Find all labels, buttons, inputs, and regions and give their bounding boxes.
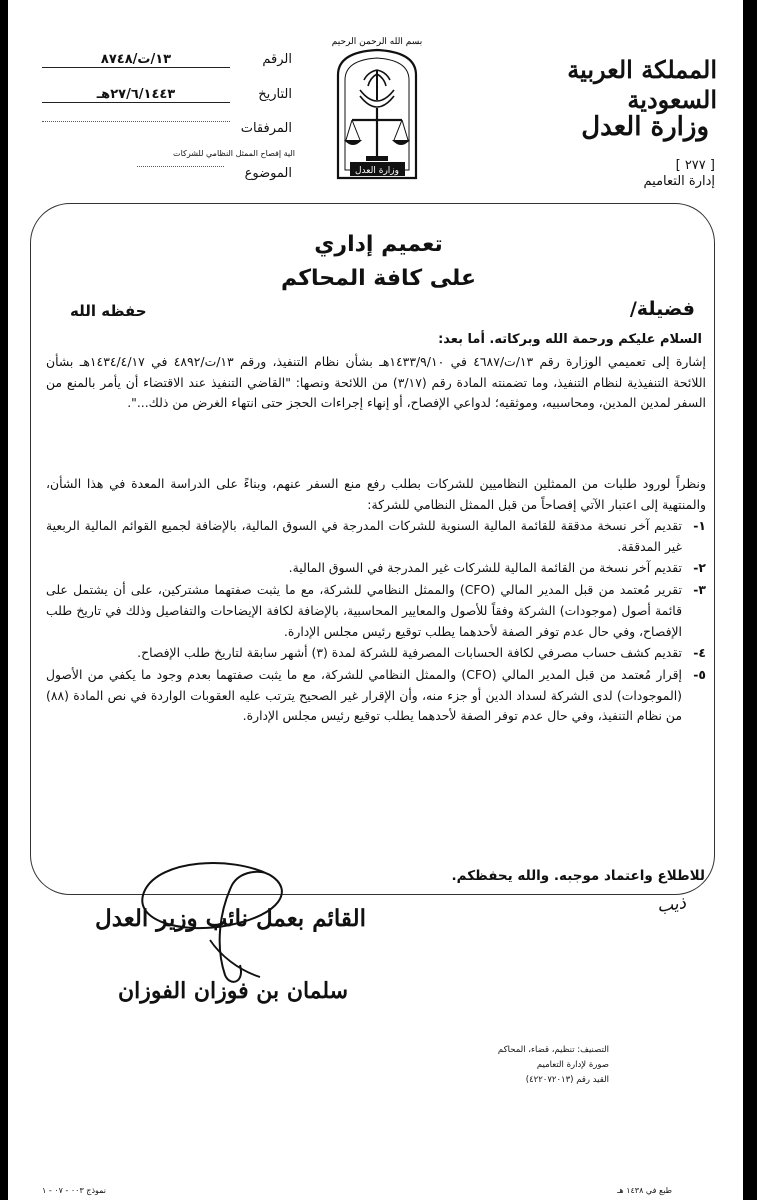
list-item-text: تقرير مُعتمد من قبل المدير المالي (CFO) والممثل النظامي للشركة، مع ما يثبت صفتهما مشتركين، على أن يشتمل على قائمة أصول (موجودات) الشركة وفقاً للأصول والمعايير المحاسبية، بالإضافة لكافة الإيضاحات والتفاصيل وذلك في تاريخ طلب الإفصاح، وفي حال عدم توفر الصفة لأحدهما يطلب توقيع رئيس مجلس الإدارة.: [46, 582, 682, 639]
list-item-number: ١-: [693, 518, 706, 533]
addressee: فضيلة/: [629, 298, 695, 320]
document-subtitle: على كافة المحاكم: [280, 266, 477, 291]
scan-border-left: [0, 0, 8, 1200]
blessing: حفظه الله: [70, 302, 147, 320]
list-item-number: ٥-: [693, 666, 706, 682]
list-item-number: ٣-: [693, 582, 706, 598]
list-item: [46, 558, 706, 579]
initials: ذيب: [655, 893, 688, 917]
list-item: [46, 643, 706, 664]
record-number: القيد رقم (٤٢٢٠٧٢٠١٣): [525, 1075, 609, 1085]
attachments-label: المرفقات: [240, 121, 292, 136]
subject-label: الموضوع: [244, 166, 292, 181]
reference-number-label: الرقم: [262, 52, 292, 67]
list-item: [46, 580, 706, 642]
attachments-field: [42, 121, 292, 141]
closing-line: للاطلاع واعتماد موجبه. والله يحفظكم.: [451, 868, 705, 884]
emblem-motto: بسم الله الرحمن الرحيم: [331, 37, 423, 47]
list-item-text: تقديم آخر نسخة مدققة للقائمة المالية السنوية للشركات المدرجة في السوق المالية، بالإضافة لجميع القوائم المالية الربعية غير المدققة.: [46, 518, 682, 554]
classification: التصنيف: تنظيم، قضاء، المحاكم: [497, 1045, 609, 1055]
list-item-text: تقديم آخر نسخة من القائمة المالية للشركات غير المدرجة في السوق المالية.: [288, 560, 682, 576]
signatory-name: سلمان بن فوزان الفوزان: [118, 978, 349, 1004]
disclosure-requirements-list: [46, 516, 706, 728]
subject-value: [137, 166, 224, 167]
attachments-value: [42, 121, 230, 122]
distribution-block: [369, 1043, 609, 1088]
print-year: طبع في ١٤٣٨ هـ: [617, 1186, 672, 1195]
reference-date-value: ٢٧/٦/١٤٤٣هـ: [42, 87, 230, 103]
reference-number-value: ١٣/ت/٨٧٤٨: [42, 52, 230, 68]
subject-note: الية إفصاح الممثل النظامي للشركات: [173, 149, 295, 158]
kingdom-name: المملكة العربية السعودية: [567, 55, 717, 114]
emblem-ribbon: وزارة العدل: [355, 166, 399, 176]
list-item-text: تقديم كشف حساب مصرفي لكافة الحسابات المصرفية للشركة لمدة (٣) أشهر سابقة لتاريخ طلب الإفصاح.: [137, 645, 682, 661]
list-item: [46, 516, 706, 557]
scan-border-right: [743, 0, 757, 1200]
scales-of-justice-icon: [330, 30, 425, 192]
list-item-text: إقرار مُعتمد من قبل المدير المالي (CFO) والممثل النظامي للشركة، مع ما يثبت صفتهما بعدم وجود ما يكفي من الأصول (الموجودات) لدى الشركة لسداد الدين أو جزء منه، وأن الإقرار غير الصحيح يترتب عليه العقوبات الواردة في نص المادة (٨٨) من نظام التنفيذ، وفي حال عدم توفر الصفة لأحدهما يطلب توقيع رئيس مجلس الإدارة.: [46, 666, 682, 724]
department-name: إدارة التعاميم: [643, 174, 715, 189]
reference-date-field: [42, 87, 292, 107]
form-number: نموذج ٠٠٣ - ٠٧ - ١: [42, 1186, 107, 1195]
ministry-emblem: [330, 30, 425, 192]
list-item-number: ٤-: [693, 645, 706, 661]
paragraph-reference: إشارة إلى تعميمي الوزارة رقم ١٣/ت/٤٦٨٧ في ١٤٣٣/٩/١٠هـ بشأن نظام التنفيذ، ورقم ١٣/ت/٤٨٩٢ في ١٤٣٤/٤/١٧هـ بشأن اللائحة التنفيذية لنظام التنفيذ، وما تضمنته المادة رقم (٣/١٧) من اللائحة ونصها: "القاضي التنفيذ عند الاقتضاء أن يأمر بالمنع من السفر لمدين المدين، ومحاسبيه، وموثقيه؛ لدواعي الإفصاح، أو إنهاء إجراءات الحجز حتى انتهاء الغرض من ذلك...".: [46, 354, 706, 411]
subject-field: [42, 166, 292, 186]
copy-to: صورة لإدارة التعاميم: [536, 1060, 609, 1070]
signatory-title: القائم بعمل نائب وزير العدل: [95, 905, 366, 932]
paragraph-rationale: ونظراً لورود طلبات من الممثلين النظاميين للشركات بطلب رفع منع السفر عنهم، وبناءً على الدراسة المعدة في هذا الشأن، والمنتهية إلى اعتبار الآتي إفصاحاً من قبل الممثل النظامي للشركة:: [46, 476, 706, 512]
list-item: [46, 665, 706, 727]
department-number: [ ٢٧٧ ]: [675, 158, 715, 173]
ministry-name: وزارة العدل: [581, 112, 709, 142]
document-title: تعميم إداري: [314, 232, 443, 257]
reference-date-label: التاريخ: [258, 87, 292, 102]
list-item-number: ٢-: [693, 560, 706, 576]
greeting: السلام عليكم ورحمة الله وبركاته. أما بعد:: [438, 332, 702, 347]
reference-number-field: [42, 52, 292, 72]
